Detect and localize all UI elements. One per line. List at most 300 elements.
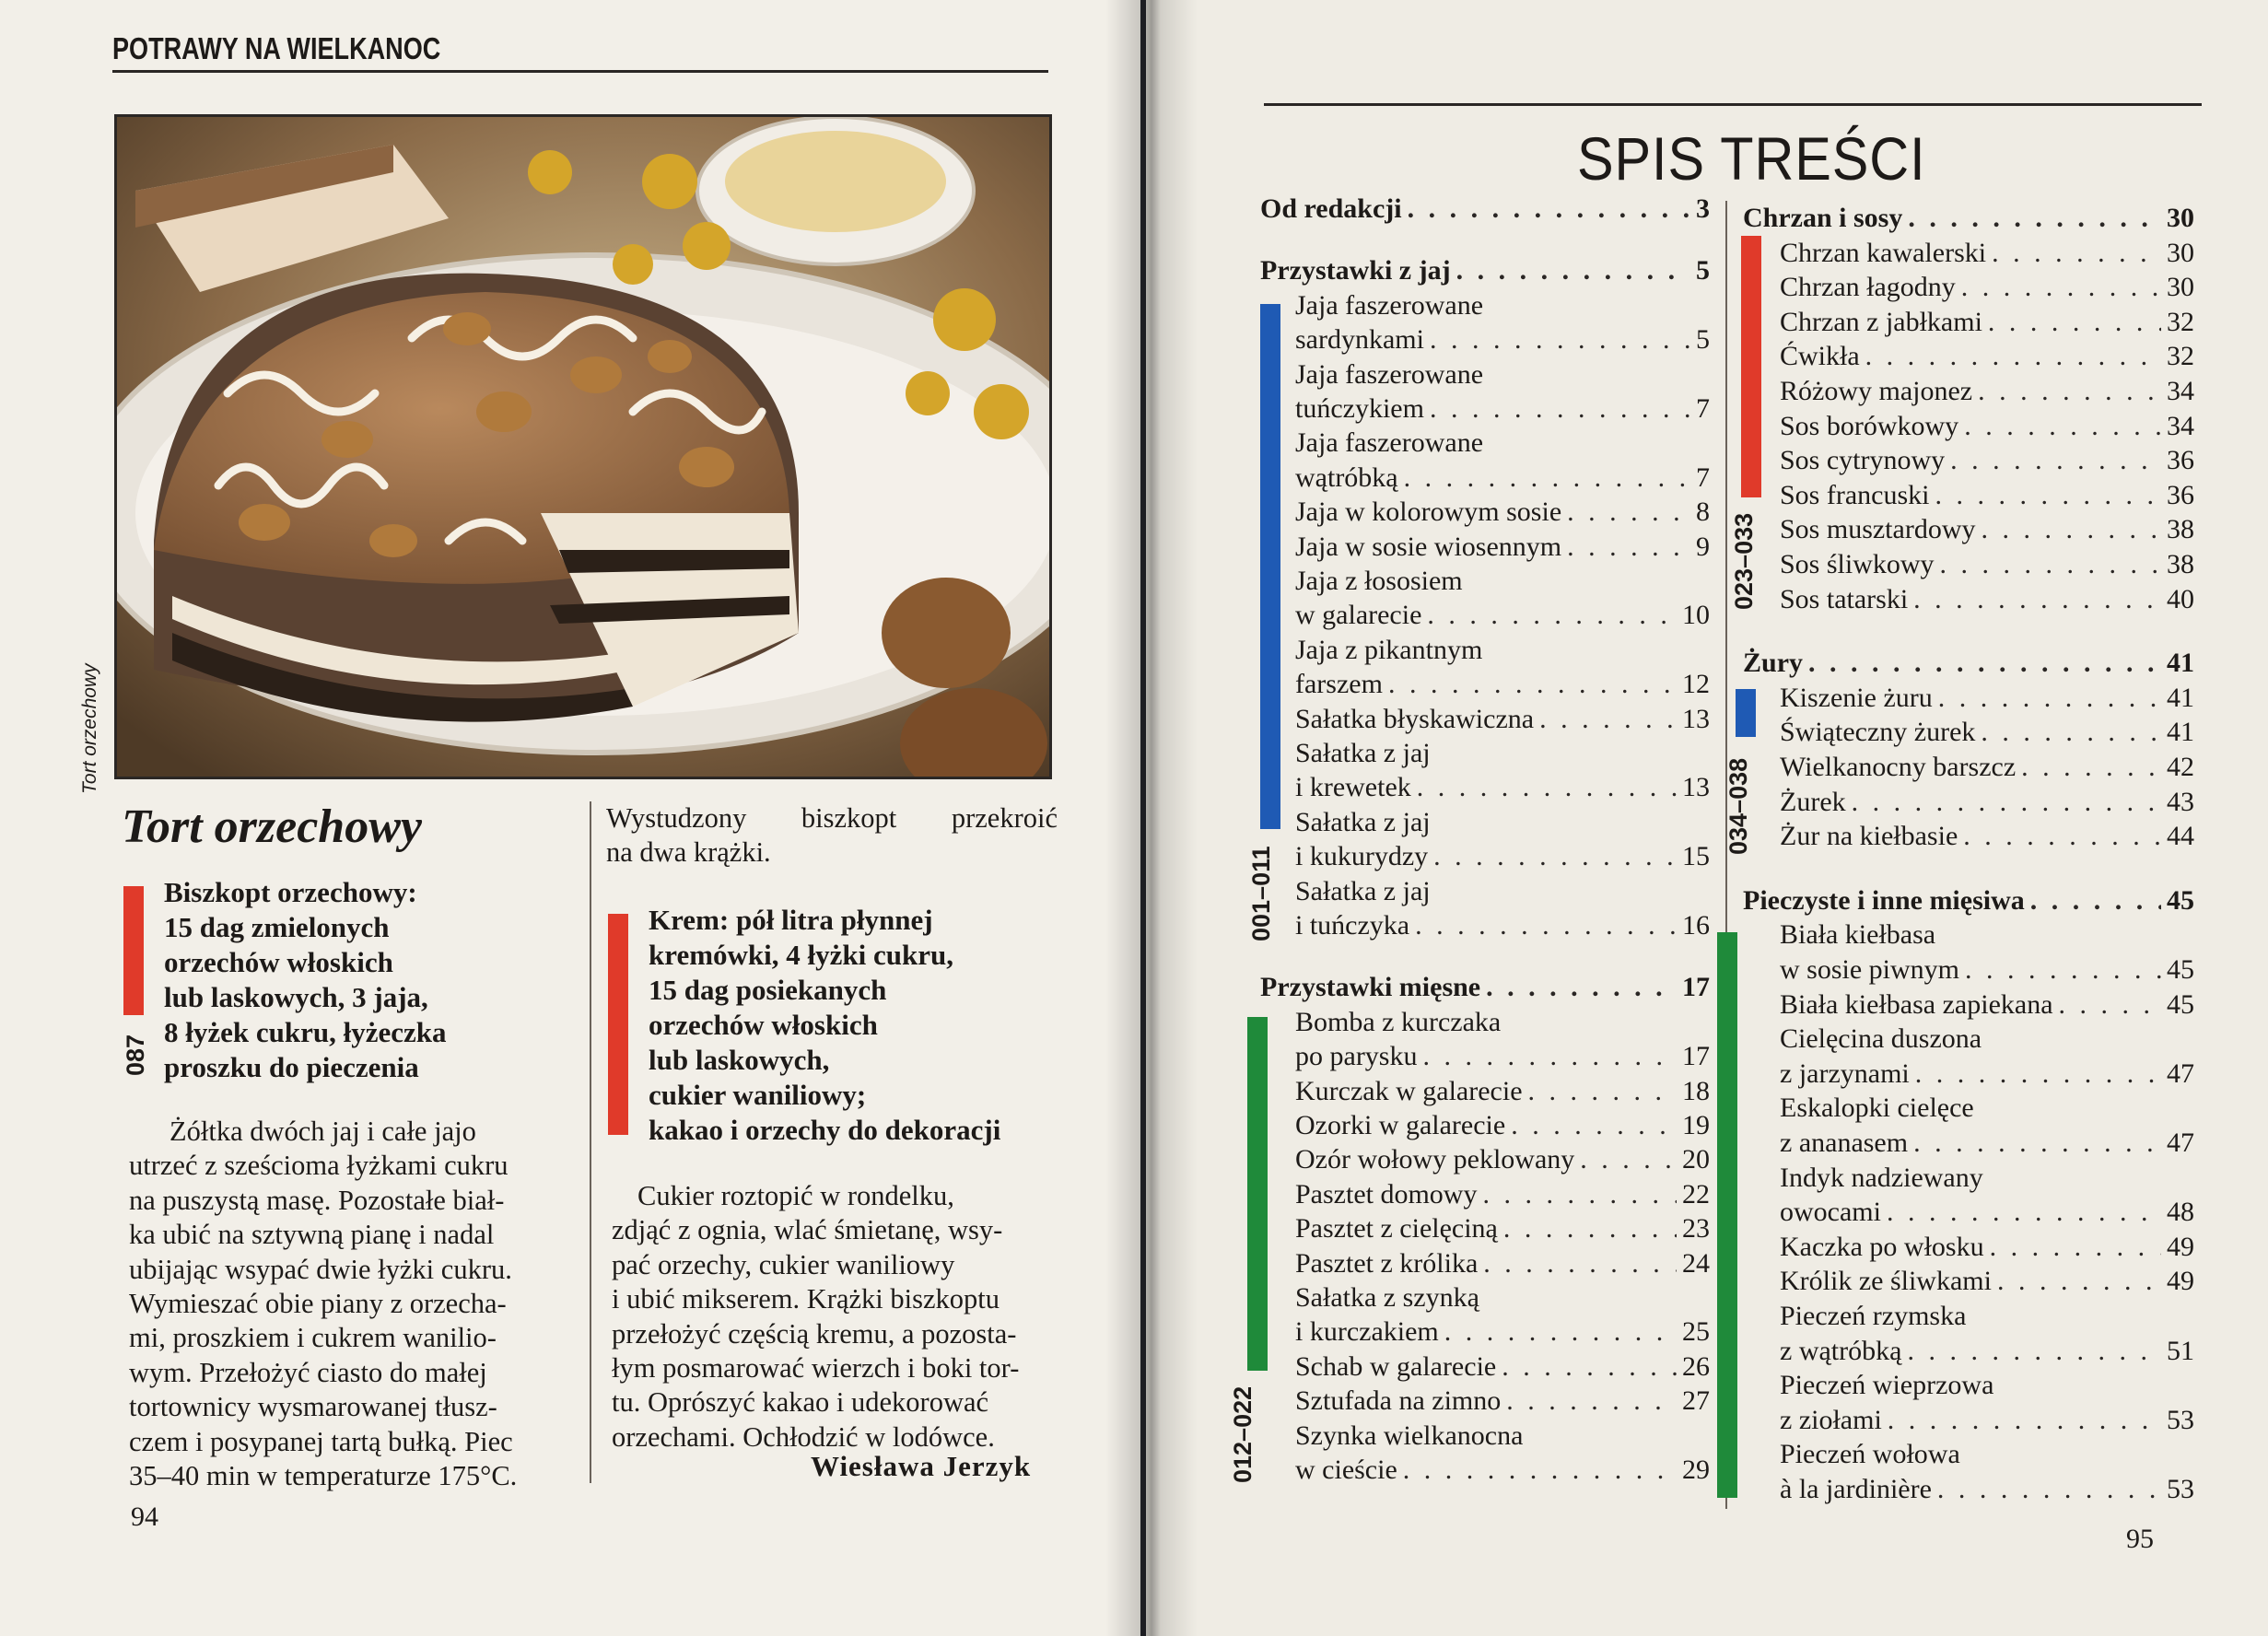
toc-leader-dots xyxy=(1990,1230,2161,1265)
toc-entry xyxy=(1295,1039,1710,1074)
toc-page-number: 36 xyxy=(2167,445,2194,476)
column-divider xyxy=(590,801,591,1483)
toc-page-number: 49 xyxy=(2167,1266,2194,1297)
note-line: Wystudzony biszkopt przekroić xyxy=(606,802,1058,834)
method-line: i ubić mikserem. Krążki biszkoptu xyxy=(612,1283,1000,1315)
toc-page-number: 3 xyxy=(1696,193,1710,224)
toc-entry-label: Chrzan kawalerski xyxy=(1780,237,1987,268)
toc-entry-label: Żurek xyxy=(1780,786,1846,817)
ingredient-line: kremówki, 4 łyżki cukru, xyxy=(649,939,953,971)
method-line: Cukier roztopić w rondelku, xyxy=(637,1180,954,1211)
toc-section-heading xyxy=(1743,646,2194,681)
toc-entry xyxy=(1780,374,2194,409)
toc-leader-dots xyxy=(1388,667,1677,702)
toc-entry-label: z wątróbką xyxy=(1780,1335,1902,1366)
toc-entry xyxy=(1780,1091,2194,1126)
toc-entry xyxy=(1295,633,1710,668)
toc-entry-label: Świąteczny żurek xyxy=(1780,717,1976,748)
toc-entry-label: Sos śliwkowy xyxy=(1780,549,1935,579)
toc-entry-label: Sałatka z jaj xyxy=(1295,738,1431,768)
cream-ingredients xyxy=(649,903,1000,1148)
toc-entry-label: Jaja faszerowane xyxy=(1295,289,1484,321)
toc-page-number: 44 xyxy=(2167,821,2194,852)
toc-leader-dots xyxy=(1511,1108,1677,1143)
toc-page-number: 34 xyxy=(2167,410,2194,441)
toc-leader-dots xyxy=(1915,1057,2161,1092)
cake-photo xyxy=(114,114,1052,779)
toc-page-number: 10 xyxy=(1682,600,1710,631)
toc-entry-label: sardynkami xyxy=(1295,324,1424,356)
toc-page-number: 9 xyxy=(1696,531,1710,562)
toc-page-number: 36 xyxy=(2167,479,2194,510)
toc-leader-dots xyxy=(1887,1195,2161,1230)
toc-entry xyxy=(1780,1022,2194,1057)
toc-entry xyxy=(1295,461,1710,496)
toc-entry xyxy=(1295,1074,1710,1109)
toc-entry xyxy=(1295,598,1710,633)
toc-page-number: 15 xyxy=(1682,841,1710,872)
toc-entry-label: farszem xyxy=(1295,669,1383,700)
toc-leader-dots xyxy=(1908,201,2161,236)
toc-leader-dots xyxy=(1486,970,1677,1005)
toc-leader-dots xyxy=(1888,1403,2161,1438)
toc-entry xyxy=(1295,357,1710,392)
toc-section-heading xyxy=(1743,883,2194,918)
toc-entry xyxy=(1780,1161,2194,1196)
toc-page-number: 24 xyxy=(1682,1247,1710,1279)
method-line: orzechami. Ochłodzić w lodówce. xyxy=(612,1420,995,1453)
toc-page-number: 30 xyxy=(2167,237,2194,268)
toc-entry xyxy=(1295,1384,1710,1419)
toc-entry xyxy=(1780,270,2194,305)
cream-method xyxy=(612,1179,1061,1455)
toc-leader-dots xyxy=(1950,443,2161,478)
toc-entry-label: Przystawki z jaj xyxy=(1260,255,1451,286)
toc-entry-label: Sztufada na zimno xyxy=(1295,1385,1502,1417)
toc-page-number: 23 xyxy=(1682,1213,1710,1245)
toc-entry xyxy=(1295,1315,1710,1350)
toc-entry-label: Jaja faszerowane xyxy=(1295,358,1484,390)
toc-entry-label: Chrzan i sosy xyxy=(1743,203,1903,233)
toc-entry-label: Chrzan z jabłkami xyxy=(1780,306,1982,337)
method-line: wym. Przełożyć ciasto do małej xyxy=(129,1356,487,1388)
toc-entry xyxy=(1295,564,1710,599)
toc-entry xyxy=(1780,785,2194,820)
toc-entry xyxy=(1295,1246,1710,1281)
toc-entry xyxy=(1295,1108,1710,1143)
toc-entry-label: Kaczka po włosku xyxy=(1780,1231,1984,1262)
ingredient-line: kakao i orzechy do dekoracji xyxy=(649,1114,1001,1146)
toc-page-number: 19 xyxy=(1682,1110,1710,1140)
section-code: 012–022 xyxy=(1229,1385,1257,1483)
toc-page-number: 12 xyxy=(1682,669,1710,700)
photo-caption: Tort orzechowy xyxy=(79,663,100,794)
toc-page-number: 45 xyxy=(2167,988,2194,1020)
toc-page-number: 32 xyxy=(2167,341,2194,372)
toc-page-number: 53 xyxy=(2167,1404,2194,1435)
toc-entry xyxy=(1295,322,1710,357)
toc-leader-dots xyxy=(1483,1246,1677,1281)
toc-entry-label: Pasztet domowy xyxy=(1295,1178,1478,1209)
toc-leader-dots xyxy=(1567,495,1690,530)
toc-entry-label: po parysku xyxy=(1295,1041,1418,1072)
toc-leader-dots xyxy=(1935,478,2161,513)
toc-entry-label: i tuńczyka xyxy=(1295,910,1410,941)
toc-entry xyxy=(1780,681,2194,716)
toc-leader-dots xyxy=(1539,702,1677,737)
toc-section-heading xyxy=(1260,970,1710,1005)
toc-entry xyxy=(1295,1142,1710,1177)
toc-entry-label: Ozorki w galarecie xyxy=(1295,1110,1506,1140)
toc-leader-dots xyxy=(1427,598,1677,633)
toc-section-heading xyxy=(1260,253,1710,288)
toc-entry-label: i krewetek xyxy=(1295,772,1411,803)
toc-page-number: 41 xyxy=(2167,717,2194,748)
toc-entry xyxy=(1780,917,2194,952)
toc-leader-dots xyxy=(1963,819,2161,854)
toc-entry-label: Żury xyxy=(1743,648,1804,679)
meat-color-bar xyxy=(1247,1017,1268,1371)
toc-page-number: 40 xyxy=(2167,583,2194,614)
cream-color-bar xyxy=(608,914,628,1135)
toc-entry-label: Pieczeń wołowa xyxy=(1780,1439,1960,1470)
toc-page-number: 47 xyxy=(2167,1128,2194,1158)
toc-page-number: 20 xyxy=(1682,1144,1710,1175)
toc-leader-dots xyxy=(2021,750,2161,785)
toc-page-number: 51 xyxy=(2167,1335,2194,1366)
toc-page-number: 18 xyxy=(1682,1075,1710,1106)
header-rule xyxy=(1264,103,2202,106)
toc-leader-dots xyxy=(1567,530,1690,565)
ingredient-line: cukier waniliowy; xyxy=(649,1079,867,1111)
ingredient-line: lub laskowych, xyxy=(649,1044,830,1076)
toc-entry xyxy=(1780,512,2194,547)
toc-entry xyxy=(1780,1057,2194,1092)
toc-page-number: 5 xyxy=(1696,255,1710,286)
toc-entry-label: tuńczykiem xyxy=(1295,393,1424,424)
toc-entry xyxy=(1295,667,1710,702)
toc-entry-label: Jaja z pikantnym xyxy=(1295,634,1483,665)
toc-entry xyxy=(1780,1264,2194,1299)
toc-page-number: 38 xyxy=(2167,549,2194,579)
sponge-color-bar xyxy=(123,886,144,1015)
recipe-title: Tort orzechowy xyxy=(122,800,422,853)
toc-page-number: 38 xyxy=(2167,514,2194,545)
toc-leader-dots xyxy=(1988,305,2161,340)
page-number: 95 xyxy=(2126,1524,2154,1554)
toc-entry-label: owocami xyxy=(1780,1197,1881,1228)
toc-leader-dots xyxy=(1865,339,2161,374)
toc-entry-label: i kurczakiem xyxy=(1295,1316,1439,1348)
page-number: 94 xyxy=(131,1502,158,1532)
toc-entry-label: Biała kiełbasa zapiekana xyxy=(1780,988,2053,1020)
toc-leader-dots xyxy=(1913,1126,2161,1161)
toc-entry xyxy=(1295,426,1710,461)
sponge-method xyxy=(129,1115,579,1493)
right-page xyxy=(1146,0,2268,1636)
toc-page-number: 25 xyxy=(1682,1316,1710,1348)
method-line: tortownicy wysmarowanej tłusz- xyxy=(129,1391,497,1423)
ingredient-line: Krem: pół litra płynnej xyxy=(649,904,933,936)
toc-section-heading xyxy=(1260,192,1710,227)
toc-leader-dots xyxy=(1444,1315,1677,1350)
toc-leader-dots xyxy=(1503,1211,1677,1246)
toc-entry xyxy=(1780,1472,2194,1507)
toc-entry xyxy=(1295,874,1710,909)
toc-entry xyxy=(1780,750,2194,785)
toc-page-number: 34 xyxy=(2167,376,2194,406)
cut-note xyxy=(606,801,1058,871)
contents-heading: SPIS TREŚCI xyxy=(1577,124,1926,193)
toc-entry-label: Jaja z łososiem xyxy=(1295,566,1463,596)
toc-leader-dots xyxy=(1964,409,2161,444)
toc-page-number: 7 xyxy=(1696,393,1710,424)
toc-entry-label: Pieczeń rzymska xyxy=(1780,1301,1967,1331)
method-line: zdjąć z ognia, wlać śmietanę, wsy- xyxy=(612,1214,1003,1246)
toc-entry-label: Cielęcina duszona xyxy=(1780,1023,1982,1055)
toc-leader-dots xyxy=(1940,547,2161,582)
section-code: 001–011 xyxy=(1247,846,1275,941)
toc-page-number: 41 xyxy=(2167,648,2194,679)
ingredient-line: orzechów włoskich xyxy=(164,946,393,978)
toc-entry-label: z jarzynami xyxy=(1780,1058,1910,1089)
toc-entry-label: i kukurydzy xyxy=(1295,841,1429,872)
toc-leader-dots xyxy=(1506,1384,1677,1419)
toc-page-number: 17 xyxy=(1682,972,1710,1003)
toc-entry xyxy=(1295,1280,1710,1315)
toc-page-number: 16 xyxy=(1682,910,1710,941)
toc-entry-label: Sałatka z szynką xyxy=(1295,1282,1479,1313)
toc-entry xyxy=(1295,702,1710,737)
sponge-ingredients xyxy=(164,875,447,1085)
toc-leader-dots xyxy=(1938,681,2161,716)
toc-entry-label: Pasztet z cielęciną xyxy=(1295,1213,1498,1245)
toc-entry xyxy=(1295,495,1710,530)
toc-entry xyxy=(1780,819,2194,854)
running-head: POTRAWY NA WIELKANOC xyxy=(112,31,441,65)
toc-entry xyxy=(1295,1177,1710,1212)
toc-entry-label: Ozór wołowy peklowany xyxy=(1295,1144,1575,1175)
method-line: 35–40 min w temperaturze 175°C. xyxy=(129,1460,518,1492)
toc-entry-label: Różowy majonez xyxy=(1780,376,1973,406)
toc-entry-label: Sos cytrynowy xyxy=(1780,445,1946,476)
toc-entry xyxy=(1780,547,2194,582)
toc-leader-dots xyxy=(1913,582,2161,617)
header-rule xyxy=(112,70,1048,73)
toc-entry-label: Jaja w sosie wiosennym xyxy=(1295,531,1562,562)
toc-entry-label: Sos francuski xyxy=(1780,479,1930,510)
toc-entry-label: w cieście xyxy=(1295,1455,1397,1485)
toc-leader-dots xyxy=(1433,839,1677,874)
recipe-author: Wiesława Jerzyk xyxy=(811,1450,1032,1482)
ingredient-line: proszku do pieczenia xyxy=(164,1051,419,1083)
toc-entry xyxy=(1295,1005,1710,1040)
toc-entry-label: Eskalopki cielęce xyxy=(1780,1093,1974,1124)
toc-leader-dots xyxy=(2030,883,2161,918)
section-code: 023–033 xyxy=(1730,512,1758,610)
toc-page-number: 49 xyxy=(2167,1231,2194,1262)
method-line: ubijając wsypać dwie łyżki cukru. xyxy=(129,1253,512,1285)
toc-entry-label: w galarecie xyxy=(1295,600,1422,631)
method-line: Żółtka dwóch jaj i całe jajo xyxy=(170,1116,476,1147)
toc-entry xyxy=(1295,1453,1710,1488)
toc-entry-label: Jaja faszerowane xyxy=(1295,427,1484,459)
toc-page-number: 48 xyxy=(2167,1197,2194,1228)
toc-entry-label: Pieczyste i inne mięsiwa xyxy=(1743,884,2025,916)
toc-entry xyxy=(1780,715,2194,750)
method-line: utrzeć z sześcioma łyżkami cukru xyxy=(129,1150,509,1182)
toc-entry xyxy=(1295,1419,1710,1454)
toc-leader-dots xyxy=(2059,987,2161,1022)
toc-entry xyxy=(1780,1195,2194,1230)
toc-page-number: 47 xyxy=(2167,1058,2194,1089)
sponge-code: 087 xyxy=(122,1034,149,1076)
ingredient-line: 15 dag zmielonych xyxy=(164,911,390,943)
toc-entry xyxy=(1295,1350,1710,1385)
toc-entry-label: Sałatka z jaj xyxy=(1295,875,1431,906)
toc-entry xyxy=(1780,1437,2194,1472)
toc-leader-dots xyxy=(1961,270,2161,305)
method-line: Wymieszać obie piany z orzecha- xyxy=(129,1288,507,1320)
toc-page-number: 29 xyxy=(1682,1455,1710,1485)
toc-page-number: 45 xyxy=(2167,954,2194,985)
method-line: tu. Oprószyć kakao i udekorować xyxy=(612,1386,989,1419)
section-code: 034–038 xyxy=(1724,757,1752,855)
toc-entry-label: Sałatka z jaj xyxy=(1295,806,1431,837)
toc-page-number: 27 xyxy=(1682,1385,1710,1417)
toc-entry-label: Schab w galarecie xyxy=(1295,1350,1497,1382)
toc-entry xyxy=(1780,305,2194,340)
ingredient-line: orzechów włoskich xyxy=(649,1009,878,1041)
toc-leader-dots xyxy=(1404,461,1690,496)
toc-page-number: 13 xyxy=(1682,703,1710,734)
roasts-color-bar xyxy=(1717,932,1737,1498)
toc-page-number: 7 xyxy=(1696,462,1710,493)
book-gutter xyxy=(1105,0,1198,1636)
toc-entry xyxy=(1295,530,1710,565)
toc-leader-dots xyxy=(1808,646,2161,681)
sauces-color-bar xyxy=(1741,236,1761,497)
method-line: pać orzechy, cukier waniliowy xyxy=(612,1248,955,1280)
toc-entry xyxy=(1780,952,2194,987)
toc-page-number: 5 xyxy=(1696,324,1710,356)
toc-entry xyxy=(1295,839,1710,874)
toc-entry-label: Jaja w kolorowym sosie xyxy=(1295,497,1562,528)
toc-entry xyxy=(1295,391,1710,427)
toc-page-number: 43 xyxy=(2167,786,2194,817)
toc-leader-dots xyxy=(1456,253,1690,288)
toc-leader-dots xyxy=(1852,785,2161,820)
method-line: przełożyć częścią kremu, a pozosta- xyxy=(612,1317,1017,1350)
toc-entry xyxy=(1780,1126,2194,1161)
toc-entry xyxy=(1295,770,1710,805)
toc-leader-dots xyxy=(1907,1334,2161,1369)
method-line: mi, proszkiem i cukrem wanilio- xyxy=(129,1322,497,1354)
toc-entry-label: Kurczak w galarecie xyxy=(1295,1075,1523,1106)
toc-entry xyxy=(1780,1230,2194,1265)
toc-leader-dots xyxy=(1981,715,2161,750)
toc-entry-label: à la jardinière xyxy=(1780,1474,1932,1504)
toc-leader-dots xyxy=(1415,908,1677,943)
toc-entry-label: w sosie piwnym xyxy=(1780,954,1959,985)
toc-entry xyxy=(1780,582,2194,617)
toc-page-number: 45 xyxy=(2167,884,2194,916)
toc-entry-label: Biała kiełbasa xyxy=(1780,919,1936,951)
toc-entry-label: Ćwikła xyxy=(1780,341,1860,372)
toc-leader-dots xyxy=(1982,512,2162,547)
toc-entry-label: Chrzan łagodny xyxy=(1780,272,1956,303)
ingredient-line: Biszkopt orzechowy: xyxy=(164,876,417,908)
method-line: łym posmarować wierzch i boki tor- xyxy=(612,1352,1020,1385)
toc-leader-dots xyxy=(1403,1453,1677,1488)
toc-entry xyxy=(1780,443,2194,478)
toc-entry xyxy=(1780,236,2194,271)
method-line: czem i posypanej tartą bułką. Piec xyxy=(129,1425,513,1457)
toc-page-number: 30 xyxy=(2167,272,2194,303)
toc-entry xyxy=(1780,1299,2194,1334)
toc-entry xyxy=(1295,1211,1710,1246)
toc-section-heading xyxy=(1743,201,2194,236)
toc-leader-dots xyxy=(1965,952,2161,987)
toc-entry xyxy=(1295,736,1710,771)
toc-entry xyxy=(1780,339,2194,374)
toc-leader-dots xyxy=(1417,770,1677,805)
ingredient-line: 15 dag posiekanych xyxy=(649,974,887,1006)
toc-entry-label: Szynka wielkanocna xyxy=(1295,1420,1524,1451)
toc-entry-label: Sos borówkowy xyxy=(1780,410,1959,441)
toc-entry-label: Przystawki mięsne xyxy=(1260,972,1481,1003)
toc-entry-label: Bomba z kurczaka xyxy=(1295,1006,1502,1037)
toc-entry-label: z ananasem xyxy=(1780,1128,1909,1158)
toc-leader-dots xyxy=(1430,391,1690,427)
toc-entry xyxy=(1780,1368,2194,1403)
toc-entry xyxy=(1780,409,2194,444)
toc-leader-dots xyxy=(1408,192,1690,227)
toc-entry-label: wątróbką xyxy=(1295,462,1398,493)
toc-entry xyxy=(1780,478,2194,513)
toc-page-number: 17 xyxy=(1682,1041,1710,1072)
cake-photo-illustration xyxy=(117,117,1049,777)
toc-page-number: 41 xyxy=(2167,682,2194,713)
toc-entry-label: Indyk nadziewany xyxy=(1780,1162,1983,1193)
toc-entry-label: Królik ze śliwkami xyxy=(1780,1266,1992,1297)
toc-entry-label: Wielkanocny barszcz xyxy=(1780,752,2017,782)
toc-entry-label: Sałatka błyskawiczna xyxy=(1295,703,1535,734)
toc-page-number: 13 xyxy=(1682,772,1710,803)
toc-entry xyxy=(1780,987,2194,1022)
toc-leader-dots xyxy=(1430,322,1690,357)
toc-entry xyxy=(1295,908,1710,943)
toc-leader-dots xyxy=(1937,1472,2161,1507)
toc-page-number: 30 xyxy=(2167,203,2194,233)
toc-leader-dots xyxy=(1997,1264,2161,1299)
toc-entry-label: Kiszenie żuru xyxy=(1780,682,1933,713)
toc-entry-label: Sos musztardowy xyxy=(1780,514,1976,545)
ingredient-line: lub laskowych, 3 jaja, xyxy=(164,981,428,1013)
toc-leader-dots xyxy=(1992,236,2161,271)
toc-entry-label: Pasztet z królika xyxy=(1295,1247,1479,1279)
ingredient-line: 8 łyżek cukru, łyżeczka xyxy=(164,1016,447,1048)
toc-page-number: 53 xyxy=(2167,1474,2194,1504)
note-line: na dwa krążki. xyxy=(606,836,771,869)
eggs-color-bar xyxy=(1260,304,1280,829)
toc-leader-dots xyxy=(1482,1177,1677,1212)
toc-leader-dots xyxy=(1528,1074,1677,1109)
toc-entry xyxy=(1295,288,1710,323)
toc-entry-label: Pieczeń wieprzowa xyxy=(1780,1370,1994,1401)
toc-entry xyxy=(1780,1334,2194,1369)
toc-leader-dots xyxy=(1502,1350,1677,1385)
